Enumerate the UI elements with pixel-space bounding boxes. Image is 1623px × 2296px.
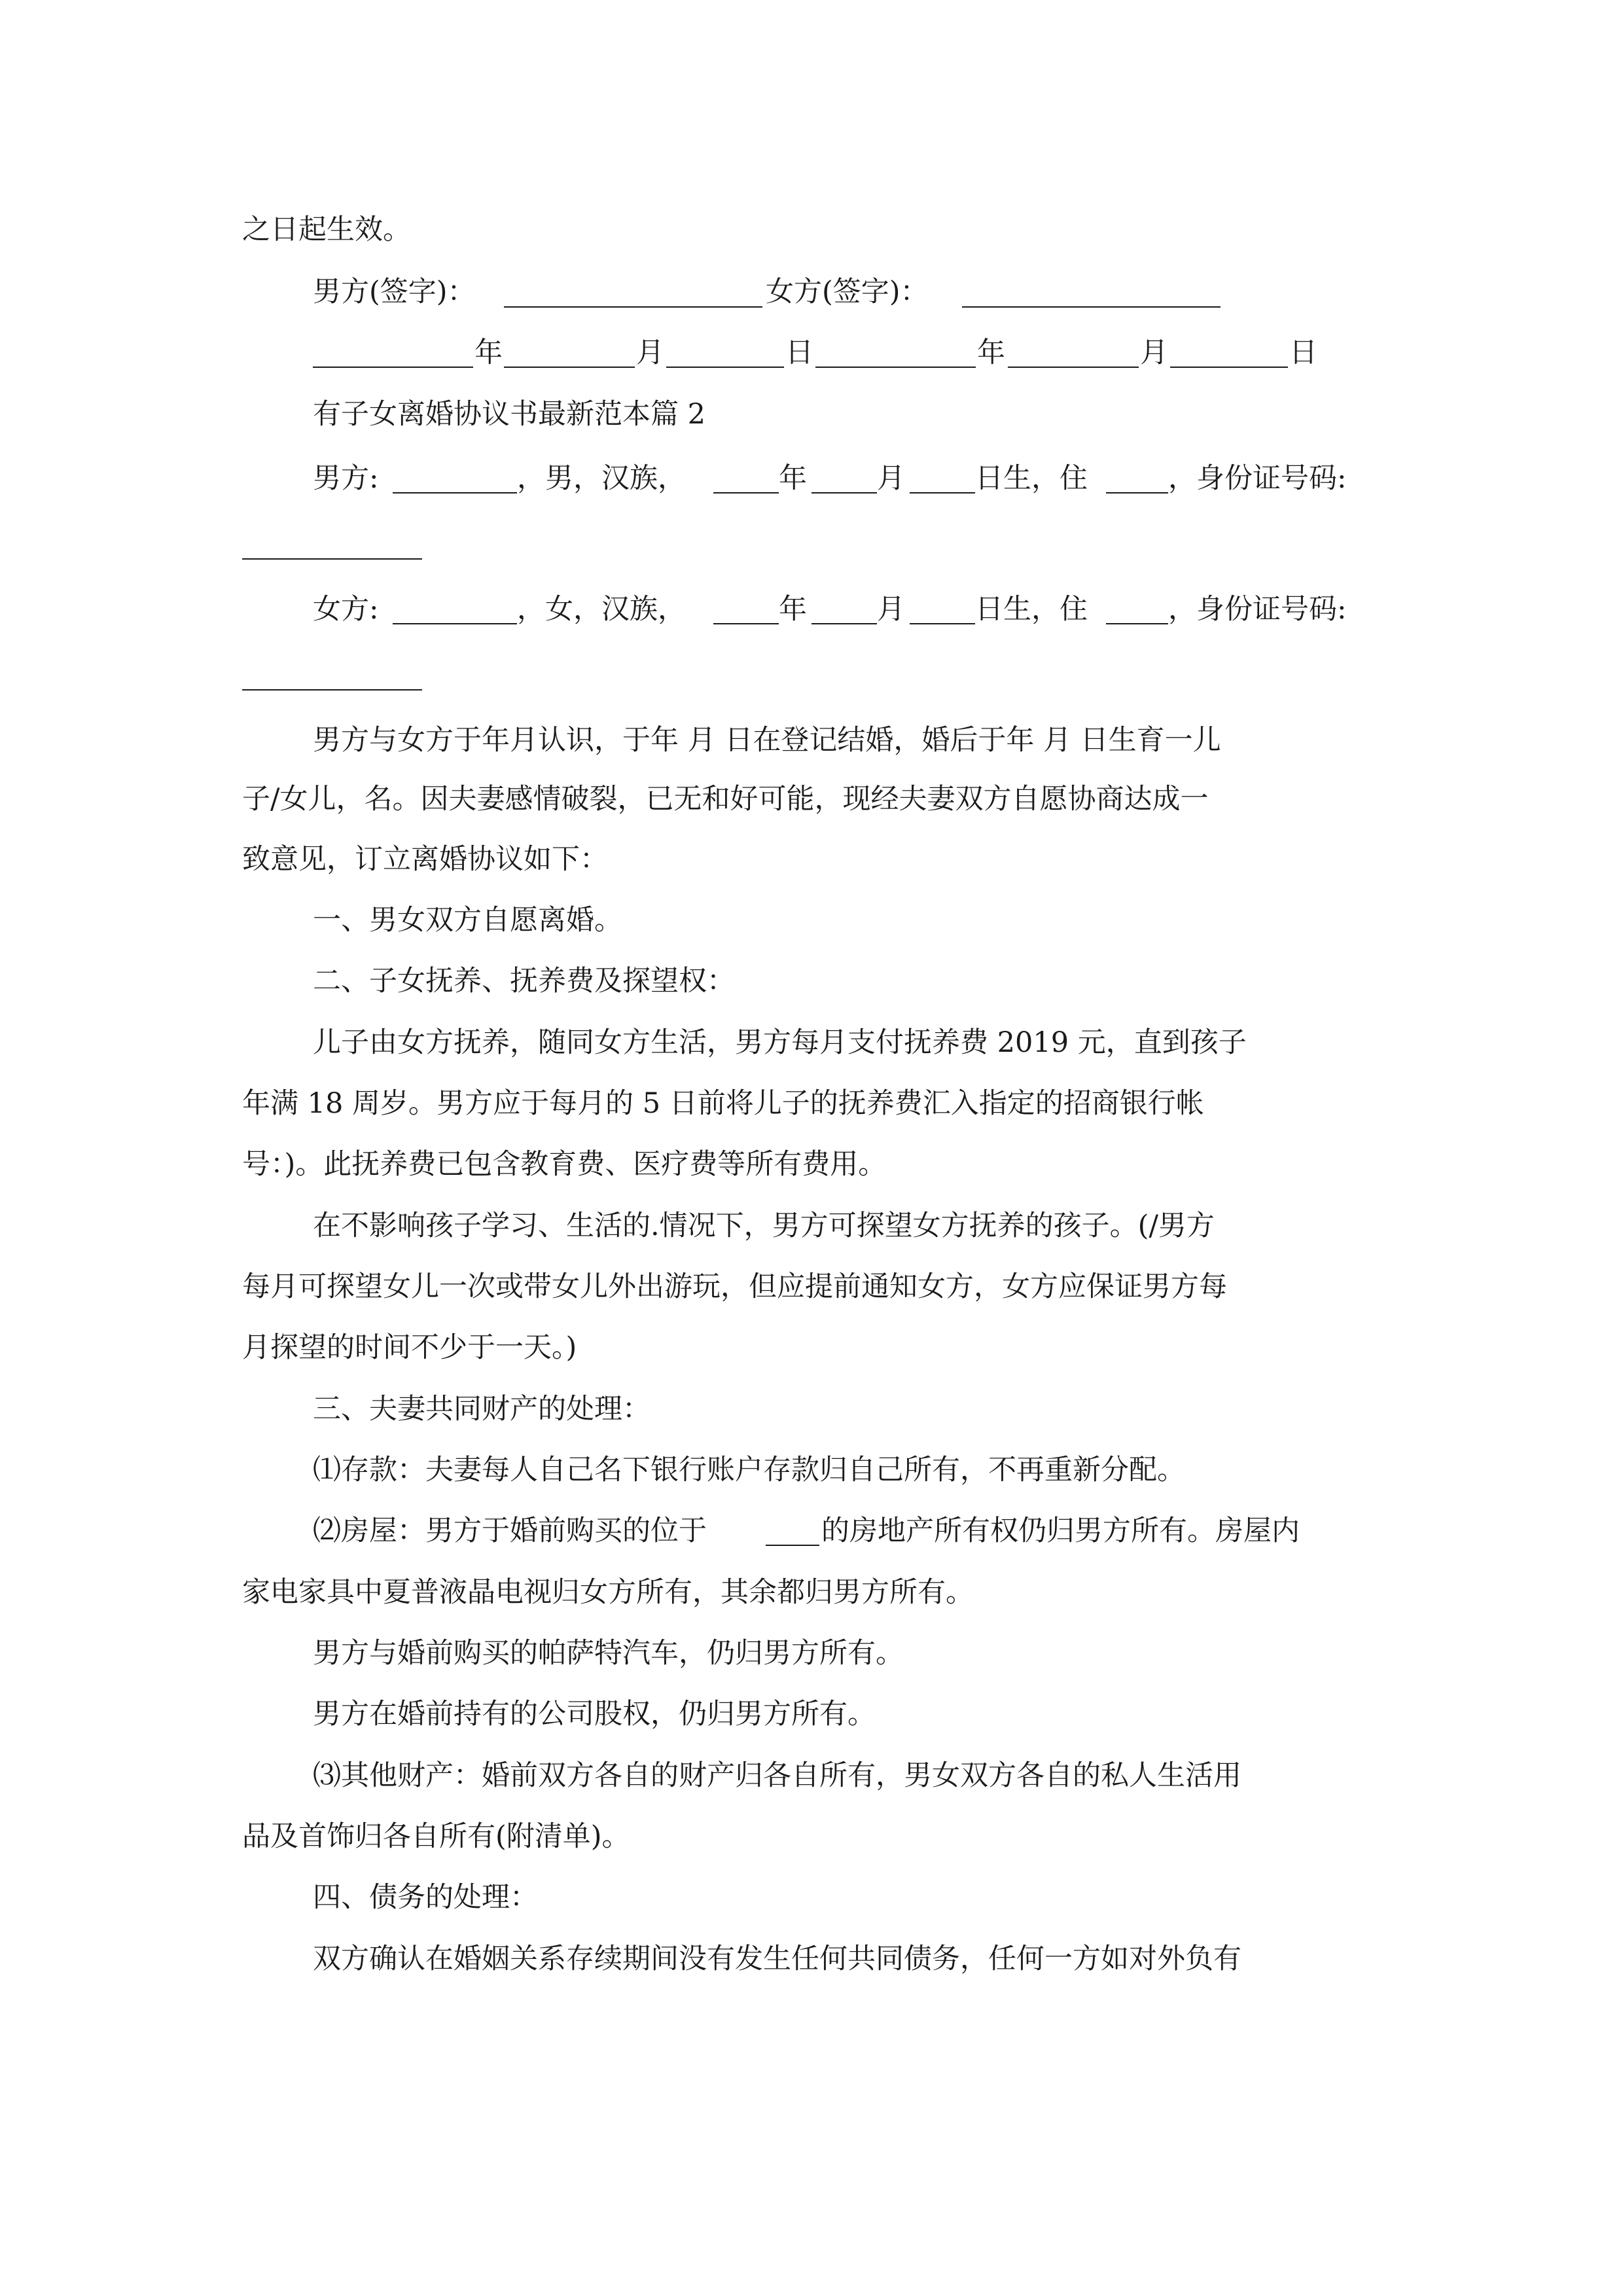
female-date-month-line [1008,367,1139,368]
male-date-month-line [504,367,635,368]
male-born-residence: 日生，住 [975,462,1088,495]
property-item-start: ⑵房屋：男方于婚前购买的位于 [313,1515,707,1547]
female-birth-month: 月 [877,593,905,626]
clause-heading: 二、子女抚养、抚养费及探望权： [313,965,735,997]
male-birth-year: 年 [779,462,807,495]
paragraph-line: 每月可探望女儿一次或带女儿外出游玩，但应提前通知女方，女方应保证男方每 [242,1270,1227,1303]
female-birth-day-line [910,623,975,624]
paragraph-line: 月探望的时间不少于一天。) [242,1331,577,1364]
male-date-year: 年 [474,336,503,369]
female-date-month: 月 [1140,336,1168,369]
male-signature-label: 男方(签字)： [313,276,476,308]
male-info-text: ，男，汉族， [517,462,686,495]
female-signature-line [962,306,1221,308]
property-item: ⑶其他财产：婚前双方各自的财产归各自所有，男女双方各自的私人生活用 [313,1759,1241,1792]
property-location-line [766,1545,819,1546]
female-name-line [393,623,517,624]
paragraph-line: 男方在婚前持有的公司股权，仍归男方所有。 [313,1698,876,1731]
section-title: 有子女离婚协议书最新范本篇 2 [313,398,706,431]
paragraph-line: 在不影响孩子学习、生活的.情况下，男方可探望女方抚养的孩子。(/男方 [313,1210,1215,1242]
female-info-text: ，女，汉族， [517,593,686,626]
paragraph-line: 儿子由女方抚养，随同女方生活，男方每月支付抚养费 2019 元，直到孩子 [313,1026,1247,1059]
male-birth-month: 月 [877,462,905,495]
property-item: ⑴存款：夫妻每人自己名下银行账户存款归自己所有，不再重新分配。 [313,1454,1185,1486]
female-info-label: 女方: [313,593,379,626]
male-date-day-line [666,367,784,368]
paragraph-line: 品及首饰归各自所有(附清单)。 [242,1820,630,1853]
male-date-month: 月 [636,336,664,369]
paragraph-line: 双方确认在婚姻关系存续期间没有发生任何共同债务，任何一方如对外负有 [313,1943,1241,1975]
male-residence-line [1106,492,1168,493]
male-signature-line [504,306,762,308]
female-birth-month-line [812,623,877,624]
male-info-label: 男方: [313,462,379,495]
female-birth-year-line [713,623,779,624]
clause-heading: 一、男女双方自愿离婚。 [313,904,622,937]
male-id-label: ，身份证号码: [1168,462,1347,495]
paragraph-line: 男方与女方于年月认识，于年 月 日在登记结婚，婚后于年 月 日生育一儿 [313,724,1221,757]
female-date-day-line [1170,367,1288,368]
female-date-day: 日 [1289,336,1317,369]
female-date-year: 年 [977,336,1005,369]
female-signature-label: 女方(签字)： [766,276,929,308]
clause-heading: 三、夫妻共同财产的处理： [313,1393,651,1426]
male-birth-day-line [910,492,975,493]
paragraph-line: 家电家具中夏普液晶电视归女方所有，其余都归男方所有。 [242,1576,974,1609]
female-date-year-line [815,367,976,368]
female-id-label: ，身份证号码: [1168,593,1347,626]
male-date-year-line [313,367,473,368]
paragraph-line: 年满 18 周岁。男方应于每月的 5 日前将儿子的抚养费汇入指定的招商银行帐 [242,1087,1204,1120]
paragraph-line: 号：)。此抚养费已包含教育费、医疗费等所有费用。 [242,1148,887,1181]
male-id-line [242,558,422,560]
female-birth-year: 年 [779,593,807,626]
male-name-line [393,492,517,493]
paragraph-line: 男方与婚前购买的帕萨特汽车，仍归男方所有。 [313,1637,904,1670]
female-born-residence: 日生，住 [975,593,1088,626]
paragraph-line: 致意见，订立离婚协议如下： [242,843,608,876]
intro-end-text: 之日起生效。 [242,213,411,246]
male-birth-year-line [713,492,779,493]
male-birth-month-line [812,492,877,493]
female-residence-line [1106,623,1168,624]
clause-heading: 四、债务的处理： [313,1881,538,1914]
paragraph-line: 子/女儿，名。因夫妻感情破裂，已无和好可能，现经夫妻双方自愿协商达成一 [242,783,1209,816]
female-id-line [242,689,422,691]
property-item-end: 的房地产所有权仍归男方所有。房屋内 [821,1515,1300,1547]
male-date-day: 日 [785,336,813,369]
